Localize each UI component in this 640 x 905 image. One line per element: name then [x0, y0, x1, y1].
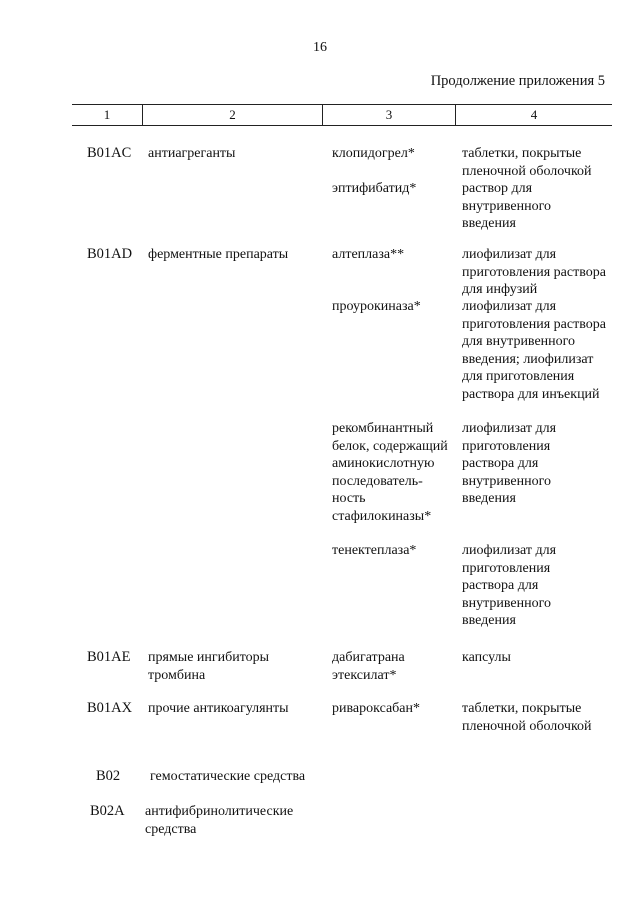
dosage-form: раствор для внутривенного введения [462, 181, 552, 232]
atc-code: B02A [90, 803, 125, 819]
drug-name: алтеплаза** [332, 247, 405, 262]
atc-code: B01AC [87, 145, 132, 161]
page-number: 16 [313, 40, 327, 55]
dosage-form: лиофилизат для приготовления раствора для внутривенного введения [462, 421, 557, 507]
drug-name: клопидогрел* [332, 146, 415, 161]
header-col-3: 3 [385, 107, 393, 122]
atc-code: B01AE [87, 649, 131, 665]
group-name: ферментные препараты [148, 247, 289, 262]
group-name: гемостатические средства [150, 769, 306, 784]
group-name: прямые ингибиторы тромбина [148, 650, 270, 683]
drug-name: эптифибатид* [332, 181, 417, 196]
dosage-form: таблетки, покрытые пленочной оболочкой [462, 701, 592, 734]
drug-name: ривароксабан* [332, 701, 421, 716]
continuation-title: Продолжение приложения 5 [430, 73, 605, 89]
header-col-4: 4 [530, 107, 538, 122]
drug-name: проурокиназа* [332, 299, 421, 314]
dosage-form: капсулы [462, 650, 511, 665]
drug-name: дабигатрана этексилат* [332, 650, 405, 683]
table-header [72, 104, 612, 126]
dosage-form: таблетки, покрытые пленочной оболочкой [462, 146, 592, 179]
group-name: прочие антикоагулянты [148, 701, 289, 716]
atc-code: B02 [96, 768, 121, 784]
drug-name: рекомбинантный белок, содержащий аминокислотную последователь- ность стафилокиназы* [332, 421, 448, 524]
group-name: антиагреганты [148, 146, 236, 161]
dosage-form: лиофилизат для приготовления раствора для внутривенного введения; лиофилизат для приготовления раствора для инъекций [462, 299, 606, 402]
atc-code: B01AX [87, 700, 133, 716]
header-col-2: 2 [229, 107, 236, 122]
dosage-form: лиофилизат для приготовления раствора для инфузий [462, 247, 606, 298]
header-col-1: 1 [103, 107, 111, 122]
group-name: антифибринолитические средства [145, 804, 294, 837]
dosage-form: лиофилизат для приготовления раствора для внутривенного введения [462, 543, 557, 629]
atc-code: B01AD [87, 246, 133, 262]
drug-name: тенектеплаза* [332, 543, 417, 558]
